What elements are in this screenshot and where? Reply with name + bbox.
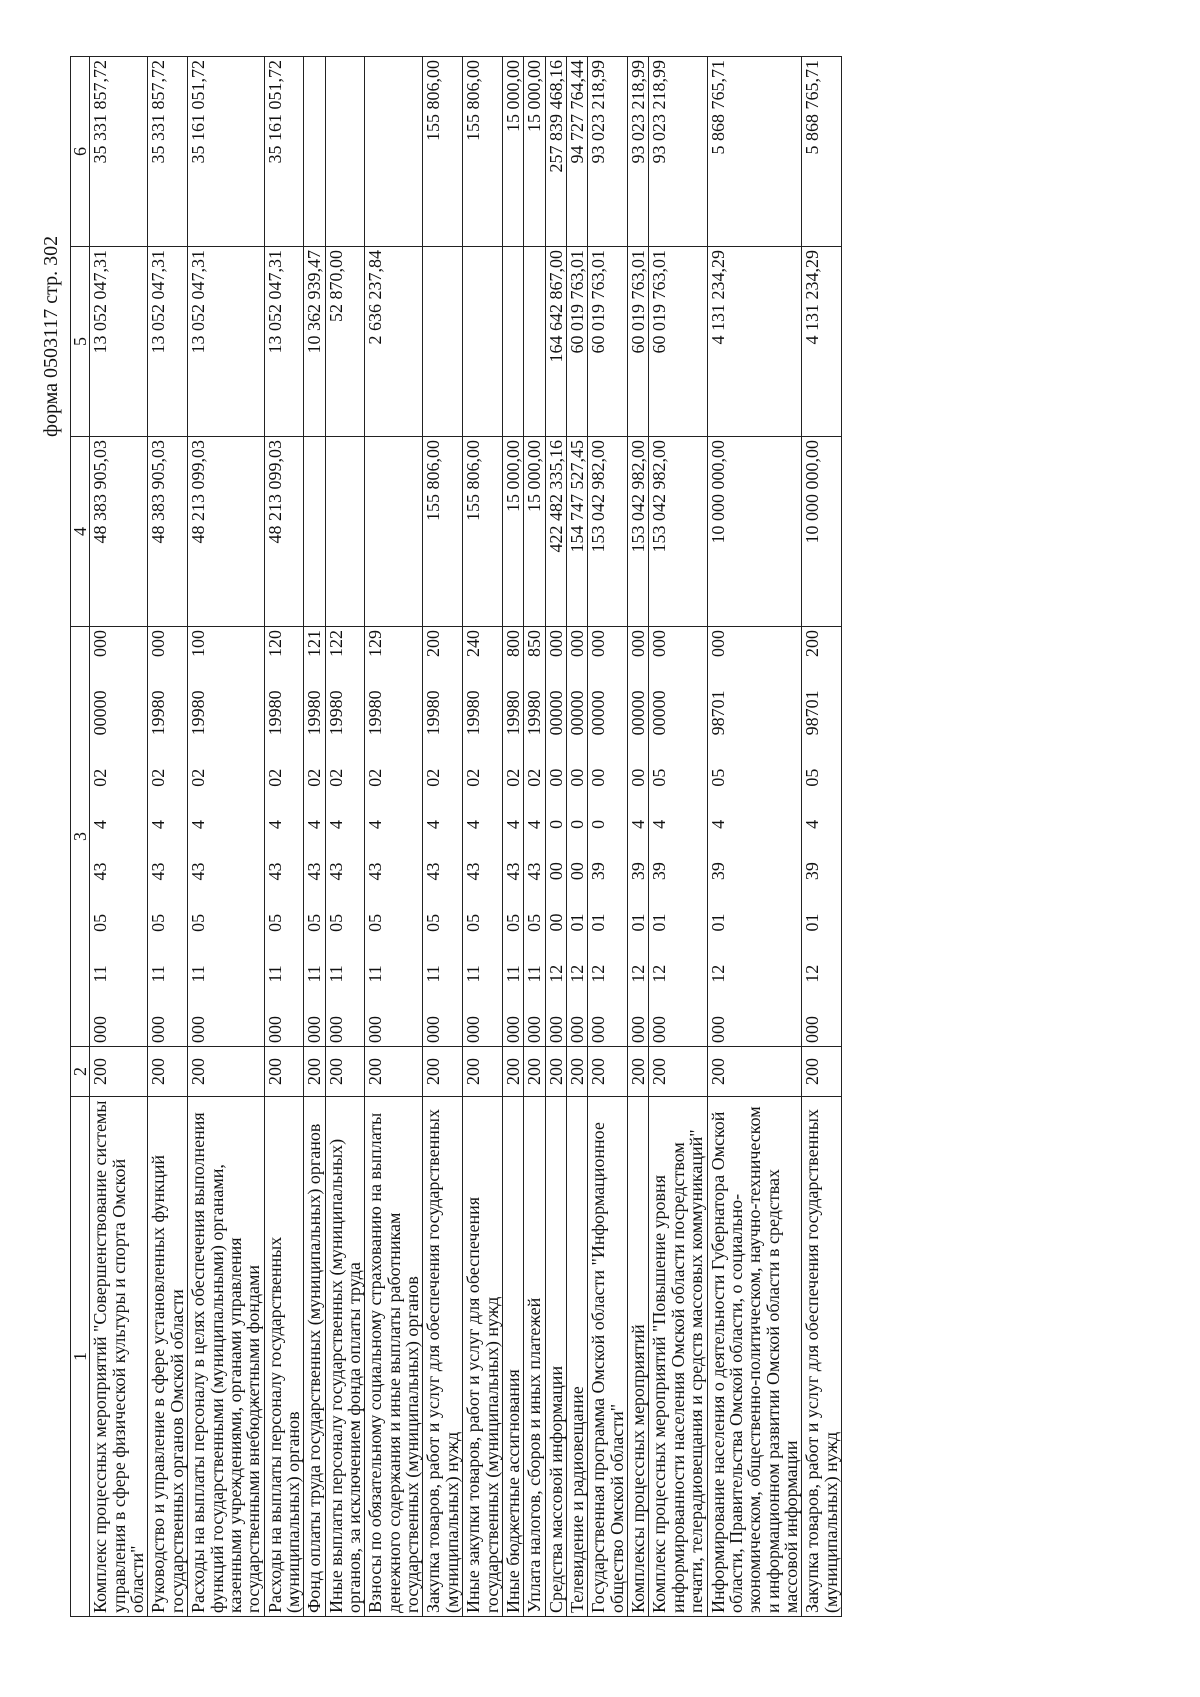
budget-code-part: 000 xyxy=(566,1016,587,1043)
budget-code-part: 12 xyxy=(802,964,823,983)
row-executed-amount: 13 052 047,31 xyxy=(188,247,264,437)
budget-code-part: 4 xyxy=(707,819,728,829)
budget-code-part: 00 xyxy=(588,768,609,787)
budget-code-part: 39 xyxy=(802,862,823,881)
table-row xyxy=(188,57,264,1617)
budget-code-parts xyxy=(149,630,167,1043)
row-budget-code xyxy=(90,627,148,1047)
table-row xyxy=(802,57,842,1617)
budget-code-part: 000 xyxy=(264,1016,285,1043)
row-executed-amount: 13 052 047,31 xyxy=(264,247,304,437)
row-budget-code xyxy=(304,627,325,1047)
row-budget-code xyxy=(802,627,842,1047)
row-line-code: 200 xyxy=(365,1047,423,1097)
row-line-code: 200 xyxy=(802,1047,842,1097)
budget-code-part: 0 xyxy=(545,819,566,829)
row-budget-code xyxy=(649,627,707,1047)
table-row xyxy=(588,57,628,1617)
budget-code-part: 02 xyxy=(264,768,285,787)
row-line-code: 200 xyxy=(304,1047,325,1097)
row-name: Закупка товаров, работ и услуг для обеспечения государственных (муниципальных) нужд xyxy=(423,1097,463,1617)
budget-code-part: 4 xyxy=(802,819,823,829)
budget-code-part: 01 xyxy=(649,913,670,932)
row-executed-amount xyxy=(423,247,463,437)
row-executed-amount xyxy=(502,247,523,437)
budget-code-part: 05 xyxy=(524,913,545,932)
row-approved-amount: 154 747 527,45 xyxy=(566,437,587,627)
row-unexecuted-amount: 5 868 765,71 xyxy=(802,57,842,247)
budget-code-part: 240 xyxy=(463,630,484,658)
row-unexecuted-amount: 35 161 051,72 xyxy=(188,57,264,247)
budget-code-part: 02 xyxy=(423,768,444,787)
budget-code-part: 11 xyxy=(264,965,285,983)
row-unexecuted-amount: 155 806,00 xyxy=(423,57,463,247)
row-approved-amount: 48 383 905,03 xyxy=(90,437,148,627)
row-executed-amount: 60 019 763,01 xyxy=(649,247,707,437)
budget-code-part: 122 xyxy=(325,630,346,658)
header-col-1: 1 xyxy=(71,1097,90,1617)
table-row xyxy=(148,57,188,1617)
row-executed-amount: 10 362 939,47 xyxy=(304,247,325,437)
row-budget-code xyxy=(628,627,649,1047)
budget-code-part: 43 xyxy=(524,862,545,881)
budget-code-part: 43 xyxy=(148,862,169,881)
row-approved-amount xyxy=(325,437,365,627)
table-body xyxy=(90,57,842,1617)
budget-code-part: 11 xyxy=(463,965,484,983)
budget-code-part: 200 xyxy=(802,630,823,658)
row-name: Комплексы процессных мероприятий xyxy=(628,1097,649,1617)
row-executed-amount: 4 131 234,29 xyxy=(802,247,842,437)
row-budget-code xyxy=(463,627,503,1047)
budget-code-part: 19980 xyxy=(524,690,545,736)
budget-code-parts xyxy=(650,630,668,1043)
budget-code-part: 000 xyxy=(649,630,670,658)
row-unexecuted-amount: 35 161 051,72 xyxy=(264,57,304,247)
row-unexecuted-amount: 93 023 218,99 xyxy=(649,57,707,247)
budget-code-part: 19980 xyxy=(423,690,444,736)
budget-code-part: 05 xyxy=(463,913,484,932)
budget-code-part: 11 xyxy=(325,965,346,983)
budget-code-part: 000 xyxy=(566,630,587,658)
row-budget-code xyxy=(588,627,628,1047)
row-name: Комплекс процессных мероприятий "Повышение уровня информированности населения Омской области посредством печати, телерадиовещания и средств массовых коммуникаций" xyxy=(649,1097,707,1617)
budget-code-part: 43 xyxy=(423,862,444,881)
row-name: Иные выплаты персоналу государственных (муниципальных) органов, за исключением фонда оплаты труда xyxy=(325,1097,365,1617)
budget-code-part: 43 xyxy=(90,862,111,881)
budget-code-part: 000 xyxy=(90,1016,111,1043)
header-col-4: 4 xyxy=(71,437,90,627)
budget-code-part: 05 xyxy=(188,913,209,932)
budget-code-part: 43 xyxy=(463,862,484,881)
budget-code-parts xyxy=(568,630,586,1043)
budget-code-part: 43 xyxy=(304,862,325,881)
budget-code-part: 00000 xyxy=(649,690,670,736)
row-approved-amount: 153 042 982,00 xyxy=(649,437,707,627)
row-line-code: 200 xyxy=(707,1047,802,1097)
budget-code-parts xyxy=(266,630,284,1043)
budget-code-part: 43 xyxy=(365,862,386,881)
table-row xyxy=(707,57,802,1617)
row-line-code: 200 xyxy=(588,1047,628,1097)
budget-code-part: 00000 xyxy=(545,690,566,736)
table-row xyxy=(566,57,587,1617)
budget-code-part: 05 xyxy=(90,913,111,932)
budget-code-part: 0 xyxy=(588,819,609,829)
row-unexecuted-amount: 35 331 857,72 xyxy=(148,57,188,247)
table-row xyxy=(524,57,545,1617)
table-row xyxy=(325,57,365,1617)
budget-code-part: 4 xyxy=(524,820,545,830)
budget-code-part: 19980 xyxy=(502,690,523,736)
budget-code-part: 000 xyxy=(628,630,649,658)
budget-code-parts xyxy=(305,630,323,1043)
row-line-code: 200 xyxy=(463,1047,503,1097)
row-executed-amount: 60 019 763,01 xyxy=(566,247,587,437)
budget-code-part: 000 xyxy=(365,1016,386,1043)
budget-code-part: 000 xyxy=(545,630,566,658)
row-unexecuted-amount: 93 023 218,99 xyxy=(628,57,649,247)
row-approved-amount: 10 000 000,00 xyxy=(707,437,802,627)
budget-code-parts xyxy=(504,630,522,1043)
budget-code-part: 00 xyxy=(545,913,566,932)
budget-code-part: 00000 xyxy=(628,690,649,736)
table-row xyxy=(545,57,566,1617)
budget-code-part: 02 xyxy=(524,768,545,787)
row-approved-amount: 48 213 099,03 xyxy=(188,437,264,627)
row-approved-amount: 48 383 905,03 xyxy=(148,437,188,627)
budget-code-part: 000 xyxy=(304,1016,325,1043)
budget-code-part: 05 xyxy=(423,913,444,932)
budget-code-parts xyxy=(589,630,607,1043)
row-executed-amount: 13 052 047,31 xyxy=(90,247,148,437)
row-name: Иные закупки товаров, работ и услуг для обеспечения государственных (муниципальных) нужд xyxy=(463,1097,503,1617)
budget-code-part: 4 xyxy=(463,820,484,830)
budget-code-part: 00000 xyxy=(90,690,111,736)
row-unexecuted-amount: 257 839 468,16 xyxy=(545,57,566,247)
budget-code-part: 39 xyxy=(649,862,670,881)
budget-code-part: 000 xyxy=(545,1016,566,1043)
budget-code-part: 05 xyxy=(502,913,523,932)
budget-code-part: 11 xyxy=(90,965,111,983)
row-unexecuted-amount: 5 868 765,71 xyxy=(707,57,802,247)
row-name: Иные бюджетные ассигнования xyxy=(502,1097,523,1617)
row-line-code: 200 xyxy=(524,1047,545,1097)
budget-code-part: 12 xyxy=(566,964,587,983)
budget-code-part: 000 xyxy=(423,1016,444,1043)
budget-code-part: 000 xyxy=(502,1016,523,1043)
budget-code-part: 000 xyxy=(463,1016,484,1043)
budget-code-parts xyxy=(709,630,727,1043)
budget-code-part: 05 xyxy=(304,913,325,932)
row-executed-amount: 13 052 047,31 xyxy=(148,247,188,437)
row-executed-amount: 164 642 867,00 xyxy=(545,247,566,437)
row-unexecuted-amount xyxy=(304,57,325,247)
row-unexecuted-amount: 15 000,00 xyxy=(524,57,545,247)
budget-code-part: 000 xyxy=(148,1016,169,1043)
budget-code-part: 05 xyxy=(264,913,285,932)
budget-code-part: 98701 xyxy=(802,690,823,736)
row-approved-amount: 153 042 982,00 xyxy=(628,437,649,627)
budget-code-part: 4 xyxy=(423,820,444,830)
table-row xyxy=(423,57,463,1617)
budget-code-part: 12 xyxy=(649,964,670,983)
budget-code-part: 05 xyxy=(649,768,670,787)
budget-code-part: 000 xyxy=(588,1016,609,1043)
report-table xyxy=(70,56,842,1617)
budget-code-part: 19980 xyxy=(264,690,285,736)
row-approved-amount: 15 000,00 xyxy=(502,437,523,627)
row-executed-amount: 2 636 237,84 xyxy=(365,247,423,437)
budget-code-part: 00 xyxy=(545,768,566,787)
header-row xyxy=(71,57,90,1617)
row-unexecuted-amount: 94 727 764,44 xyxy=(566,57,587,247)
row-line-code: 200 xyxy=(628,1047,649,1097)
budget-code-part: 19980 xyxy=(148,690,169,736)
budget-code-part: 4 xyxy=(325,820,346,830)
row-line-code: 200 xyxy=(188,1047,264,1097)
budget-code-part: 000 xyxy=(188,1016,209,1043)
budget-code-part: 98701 xyxy=(707,690,728,736)
row-budget-code xyxy=(545,627,566,1047)
header-col-5: 5 xyxy=(71,247,90,437)
budget-code-part: 05 xyxy=(707,768,728,787)
header-col-3: 3 xyxy=(71,627,90,1047)
row-executed-amount: 60 019 763,01 xyxy=(588,247,628,437)
budget-code-part: 02 xyxy=(148,768,169,787)
row-name: Закупка товаров, работ и услуг для обеспечения государственных (муниципальных) нужд xyxy=(802,1097,842,1617)
table-row xyxy=(649,57,707,1617)
row-unexecuted-amount: 15 000,00 xyxy=(502,57,523,247)
budget-code-part: 12 xyxy=(545,964,566,983)
row-name: Руководство и управление в сфере установленных функций государственных органов Омской области xyxy=(148,1097,188,1617)
row-name: Фонд оплаты труда государственных (муниципальных) органов xyxy=(304,1097,325,1617)
budget-code-part: 4 xyxy=(649,819,670,829)
budget-code-part: 02 xyxy=(304,768,325,787)
budget-code-part: 4 xyxy=(148,820,169,830)
budget-code-part: 11 xyxy=(304,965,325,983)
budget-code-part: 01 xyxy=(707,913,728,932)
row-approved-amount xyxy=(304,437,325,627)
budget-code-part: 12 xyxy=(628,964,649,983)
budget-code-part: 000 xyxy=(802,1016,823,1043)
row-line-code: 200 xyxy=(566,1047,587,1097)
budget-code-part: 11 xyxy=(188,965,209,983)
budget-code-part: 39 xyxy=(628,862,649,881)
row-name: Государственная программа Омской области "Информационное общество Омской области" xyxy=(588,1097,628,1617)
budget-code-part: 121 xyxy=(304,630,325,658)
budget-code-part: 02 xyxy=(463,768,484,787)
row-unexecuted-amount xyxy=(325,57,365,247)
budget-code-parts xyxy=(547,630,565,1043)
budget-code-part: 200 xyxy=(423,630,444,658)
budget-code-part: 01 xyxy=(628,913,649,932)
row-approved-amount: 15 000,00 xyxy=(524,437,545,627)
row-name: Уплата налогов, сборов и иных платежей xyxy=(524,1097,545,1617)
budget-code-part: 800 xyxy=(502,630,523,658)
budget-code-part: 00 xyxy=(545,862,566,881)
budget-code-part: 00000 xyxy=(566,690,587,736)
row-approved-amount: 10 000 000,00 xyxy=(802,437,842,627)
budget-code-part: 43 xyxy=(188,862,209,881)
row-line-code: 200 xyxy=(264,1047,304,1097)
budget-code-part: 12 xyxy=(588,964,609,983)
budget-code-part: 05 xyxy=(148,913,169,932)
budget-code-part: 43 xyxy=(502,862,523,881)
budget-code-part: 100 xyxy=(188,630,209,658)
budget-code-part: 01 xyxy=(588,913,609,932)
budget-code-part: 43 xyxy=(325,862,346,881)
row-budget-code xyxy=(188,627,264,1047)
row-budget-code xyxy=(264,627,304,1047)
row-line-code: 200 xyxy=(649,1047,707,1097)
budget-code-parts xyxy=(91,630,109,1043)
budget-code-part: 000 xyxy=(148,630,169,658)
budget-code-part: 00000 xyxy=(588,690,609,736)
row-line-code: 200 xyxy=(90,1047,148,1097)
budget-code-part: 000 xyxy=(649,1016,670,1043)
budget-code-part: 05 xyxy=(802,768,823,787)
budget-code-parts xyxy=(189,630,207,1043)
row-line-code: 200 xyxy=(423,1047,463,1097)
budget-code-parts xyxy=(366,630,384,1043)
budget-code-part: 4 xyxy=(90,820,111,830)
budget-code-part: 05 xyxy=(325,913,346,932)
budget-code-part: 02 xyxy=(90,768,111,787)
table-row xyxy=(502,57,523,1617)
budget-code-part: 02 xyxy=(365,768,386,787)
budget-code-part: 000 xyxy=(325,1016,346,1043)
budget-code-part: 000 xyxy=(524,1016,545,1043)
row-name: Информирование населения о деятельности Губернатора Омской области, Правительства Омской области, о социально-экономическом, общественно-политическом, научно-техническом и информационном развитии Омской области в средствах массовой информации xyxy=(707,1097,802,1617)
budget-code-part: 000 xyxy=(628,1016,649,1043)
row-approved-amount: 155 806,00 xyxy=(423,437,463,627)
row-name: Средства массовой информации xyxy=(545,1097,566,1617)
header-col-2: 2 xyxy=(71,1047,90,1097)
row-budget-code xyxy=(423,627,463,1047)
row-line-code: 200 xyxy=(545,1047,566,1097)
budget-code-parts xyxy=(803,630,821,1043)
row-line-code: 200 xyxy=(325,1047,365,1097)
budget-code-part: 11 xyxy=(524,965,545,983)
row-unexecuted-amount: 93 023 218,99 xyxy=(588,57,628,247)
budget-code-part: 850 xyxy=(524,630,545,658)
budget-code-part: 12 xyxy=(707,964,728,983)
row-approved-amount: 422 482 335,16 xyxy=(545,437,566,627)
budget-code-part: 19980 xyxy=(365,690,386,736)
row-name: Расходы на выплаты персоналу в целях обеспечения выполнения функций государственными (муниципальными) органами, казенными учреждениями, органами управления государственными внебюджетными фондами xyxy=(188,1097,264,1617)
budget-code-part: 43 xyxy=(264,862,285,881)
budget-code-part: 01 xyxy=(566,913,587,932)
row-executed-amount xyxy=(524,247,545,437)
row-executed-amount: 60 019 763,01 xyxy=(628,247,649,437)
budget-code-part: 19980 xyxy=(325,690,346,736)
budget-code-part: 39 xyxy=(588,862,609,881)
budget-code-part: 02 xyxy=(188,768,209,787)
budget-code-parts xyxy=(629,630,647,1043)
form-label: форма 0503117 стр. 302 xyxy=(40,235,62,437)
budget-code-part: 120 xyxy=(264,630,285,658)
row-unexecuted-amount: 35 331 857,72 xyxy=(90,57,148,247)
budget-code-part: 4 xyxy=(365,820,386,830)
budget-code-part: 00 xyxy=(566,862,587,881)
row-approved-amount: 155 806,00 xyxy=(463,437,503,627)
table-row xyxy=(264,57,304,1617)
header-col-6: 6 xyxy=(71,57,90,247)
budget-code-part: 01 xyxy=(802,913,823,932)
budget-code-part: 11 xyxy=(365,965,386,983)
budget-code-part: 4 xyxy=(304,820,325,830)
row-unexecuted-amount: 155 806,00 xyxy=(463,57,503,247)
row-budget-code xyxy=(524,627,545,1047)
row-budget-code xyxy=(502,627,523,1047)
budget-code-part: 000 xyxy=(707,630,728,658)
row-executed-amount: 52 870,00 xyxy=(325,247,365,437)
row-budget-code xyxy=(566,627,587,1047)
budget-code-parts xyxy=(424,630,442,1043)
budget-code-part: 000 xyxy=(588,630,609,658)
budget-code-part: 4 xyxy=(502,820,523,830)
row-name: Расходы на выплаты персоналу государственных (муниципальных) органов xyxy=(264,1097,304,1617)
budget-code-part: 00 xyxy=(628,768,649,787)
budget-code-part: 11 xyxy=(423,965,444,983)
budget-code-part: 02 xyxy=(325,768,346,787)
table-row xyxy=(365,57,423,1617)
budget-code-parts xyxy=(327,630,345,1043)
row-budget-code xyxy=(325,627,365,1047)
budget-code-part: 129 xyxy=(365,630,386,658)
row-name: Комплекс процессных мероприятий "Совершенствование системы управления в сфере физической культуры и спорта Омской области" xyxy=(90,1097,148,1617)
row-unexecuted-amount xyxy=(365,57,423,247)
row-approved-amount xyxy=(365,437,423,627)
row-executed-amount: 4 131 234,29 xyxy=(707,247,802,437)
budget-code-part: 4 xyxy=(188,820,209,830)
budget-code-part: 05 xyxy=(365,913,386,932)
row-approved-amount: 153 042 982,00 xyxy=(588,437,628,627)
table-row xyxy=(463,57,503,1617)
budget-code-part: 00 xyxy=(566,768,587,787)
table-row xyxy=(628,57,649,1617)
row-line-code: 200 xyxy=(148,1047,188,1097)
budget-code-part: 11 xyxy=(148,965,169,983)
budget-code-part: 000 xyxy=(90,630,111,658)
row-budget-code xyxy=(365,627,423,1047)
table-row xyxy=(90,57,148,1617)
budget-code-part: 4 xyxy=(264,820,285,830)
budget-code-parts xyxy=(464,630,482,1043)
budget-code-parts xyxy=(525,630,543,1043)
budget-code-part: 19980 xyxy=(463,690,484,736)
row-line-code: 200 xyxy=(502,1047,523,1097)
row-budget-code xyxy=(148,627,188,1047)
budget-code-part: 11 xyxy=(502,965,523,983)
row-budget-code xyxy=(707,627,802,1047)
budget-code-part: 000 xyxy=(707,1016,728,1043)
table-row xyxy=(304,57,325,1617)
budget-code-part: 4 xyxy=(628,819,649,829)
row-approved-amount: 48 213 099,03 xyxy=(264,437,304,627)
row-name: Телевидение и радиовещание xyxy=(566,1097,587,1617)
budget-code-part: 19980 xyxy=(188,690,209,736)
row-executed-amount xyxy=(463,247,503,437)
budget-code-part: 39 xyxy=(707,862,728,881)
budget-code-part: 19980 xyxy=(304,690,325,736)
row-name: Взносы по обязательному социальному страхованию на выплаты денежного содержания и иные выплаты работникам государственных (муниципальных) органов xyxy=(365,1097,423,1617)
budget-code-part: 02 xyxy=(502,768,523,787)
budget-code-part: 0 xyxy=(566,819,587,829)
